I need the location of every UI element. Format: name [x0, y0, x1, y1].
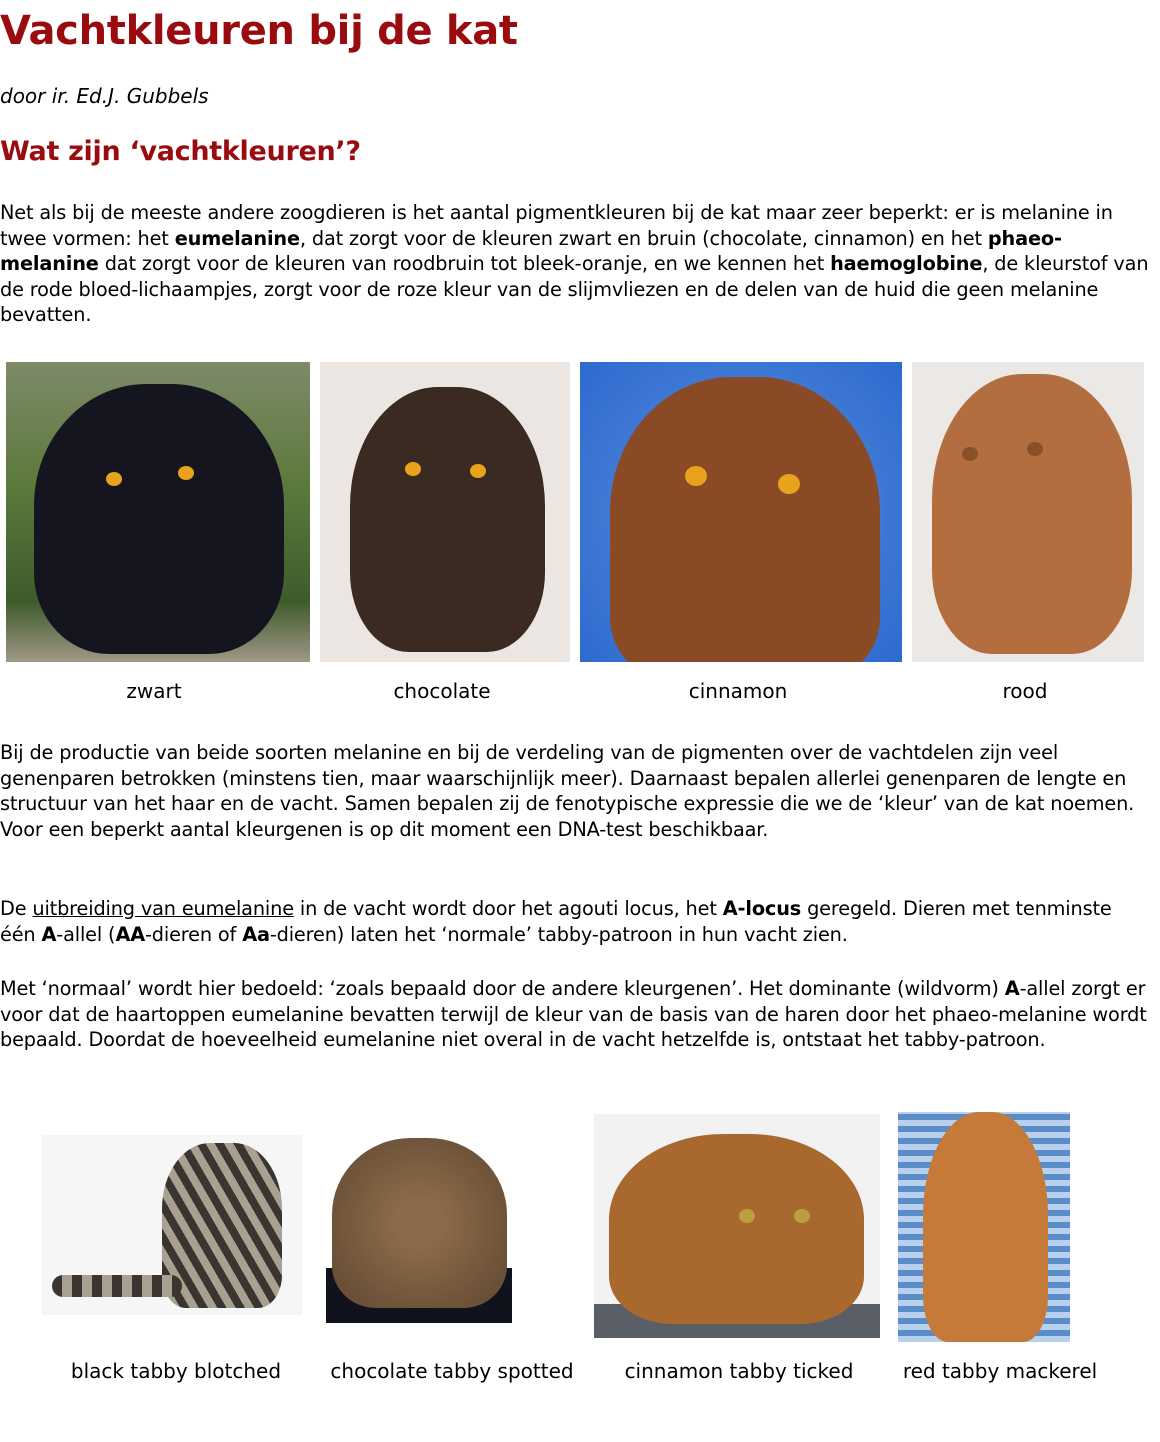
author-byline: door ir. Ed.J. Gubbels	[0, 84, 209, 108]
photo-cat-rood	[912, 362, 1144, 662]
caption-red-tabby-mackerel: red tabby mackerel	[902, 1359, 1098, 1383]
genes-paragraph: Bij de productie van beide soorten melanine en bij de verdeling van de pigmenten over de vachtdelen zijn veel genenparen betrokken (minstens tien, maar waarschijnlijk meer). Daarnaast bepalen allerlei genenparen de lengte en structuur van het haar en de vacht. Samen bepalen zij de fenotypische expressie die we de ‘kleur’ van de kat noemen. Voor een beperkt aantal kleurgenen is op dit moment een DNA-test beschikbaar.	[0, 741, 1135, 841]
term-phaeo-melanine: phaeo-melanine	[0, 226, 1062, 275]
photo-cat-chocolate	[320, 362, 570, 662]
caption-rood: rood	[1002, 679, 1048, 703]
text: -dieren of	[144, 922, 243, 946]
caption-cinnamon: cinnamon	[688, 679, 788, 703]
text: geregeld. Dieren met tenminste één	[0, 897, 1112, 946]
text: Net als bij de meeste andere zoogdieren is het aantal pigmentkleuren bij de kat maar zeer beperkt: er is melanine in twee vormen: het	[0, 201, 1113, 250]
text: -allel zorgt er voor dat de haartoppen eumelanine bevatten terwijl de kleur van de basis van de haren door het phaeo-melanine wordt bepaald. Doordat de hoeveelheid eumelanine niet overal in de vacht hetzelfde is, ontstaat het tabby-patroon.	[0, 977, 1147, 1051]
term-a-locus: A-locus	[722, 897, 802, 920]
normal-paragraph	[0, 976, 1150, 1053]
text: dat zorgt voor de kleuren van roodbruin tot bleek-oranje, en we kennen het	[98, 252, 831, 275]
text: , dat zorgt voor de kleuren zwart en bruin (chocolate, cinnamon) en het	[299, 226, 988, 250]
term-haemoglobine: haemoglobine	[830, 252, 983, 275]
caption-black-tabby-blotched: black tabby blotched	[70, 1359, 282, 1383]
caption-chocolate: chocolate	[393, 679, 491, 703]
term-a: A	[1004, 977, 1020, 1000]
photo-chocolate-tabby-spotted	[326, 1128, 512, 1323]
text: De	[0, 897, 33, 920]
section-heading: Wat zijn ‘vachtkleuren’?	[0, 136, 361, 167]
term-aa: AA	[115, 922, 145, 946]
a-locus-paragraph	[0, 896, 1150, 947]
text: Met ‘normaal’ wordt hier bedoeld: ‘zoals bepaald door de andere kleurgenen’. Het dominante (wildvorm)	[0, 977, 1005, 1000]
term-a: A	[41, 922, 57, 946]
link-uitbreiding-van-eumelanine[interactable]: uitbreiding van eumelanine	[32, 897, 294, 920]
caption-cinnamon-tabby-ticked: cinnamon tabby ticked	[624, 1359, 854, 1383]
term-eumelanine: eumelanine	[174, 226, 300, 250]
caption-zwart: zwart	[126, 679, 182, 703]
term-aa-het: Aa	[242, 922, 270, 946]
photo-cinnamon-tabby-ticked	[594, 1114, 880, 1338]
text: -dieren) laten het ‘normale’ tabby-patroon in hun vacht zien.	[269, 922, 848, 946]
intro-paragraph	[0, 200, 1150, 328]
photo-cat-zwart	[6, 362, 310, 662]
page-title: Vachtkleuren bij de kat	[0, 8, 518, 54]
photo-red-tabby-mackerel	[898, 1112, 1070, 1342]
photo-cat-cinnamon	[580, 362, 902, 662]
photo-black-tabby-blotched	[42, 1135, 302, 1315]
caption-chocolate-tabby-spotted: chocolate tabby spotted	[330, 1359, 574, 1383]
text: in de vacht wordt door het agouti locus, het	[293, 897, 723, 920]
text: , de kleurstof van de rode bloed-lichaampjes, zorgt voor de roze kleur van de slijmvliezen en de delen van de huid die geen melanine bevatten.	[0, 252, 1149, 326]
text: -allel (	[56, 922, 116, 946]
